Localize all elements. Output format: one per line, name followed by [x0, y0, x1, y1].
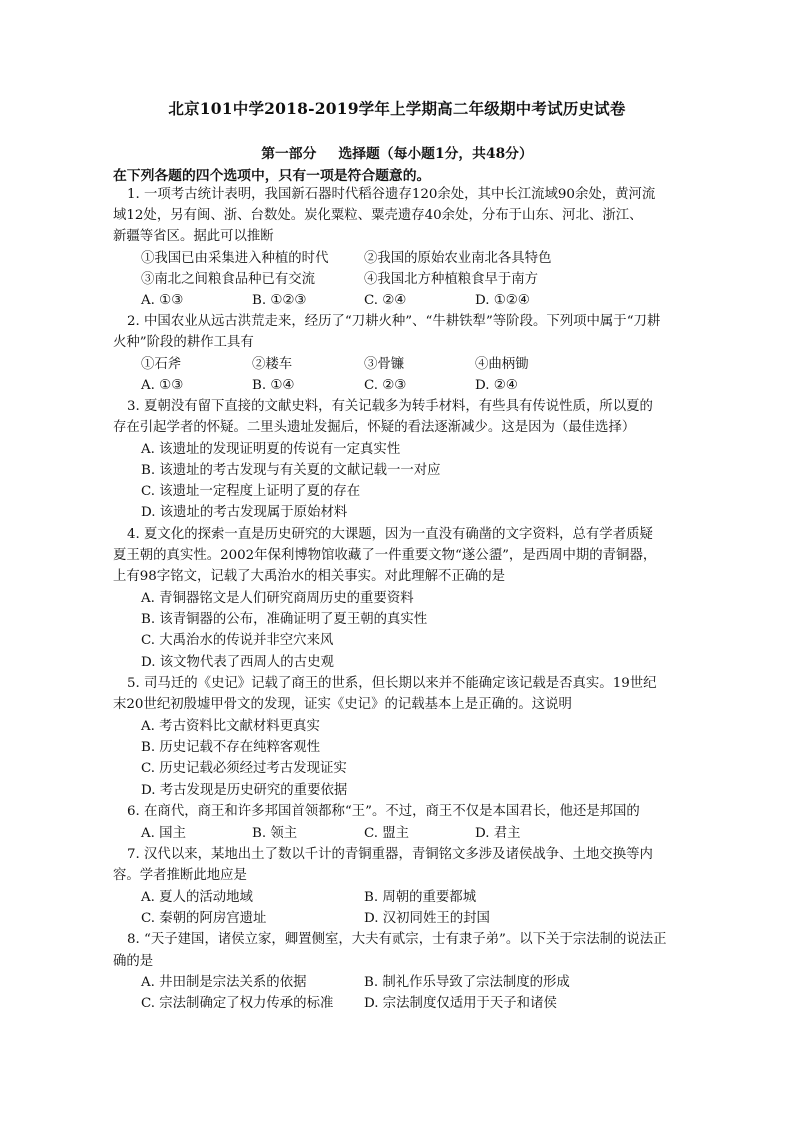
question-4-option-c: C. 大禹治水的传说并非空穴来风 — [141, 633, 334, 648]
question-3-option-c: C. 该遗址一定程度上证明了夏的存在 — [141, 484, 361, 499]
question-6-line-1: 6. 在商代，商王和许多邦国首领都称“王”。不过，商王不仅是本国君长，他还是邦国的 — [127, 804, 640, 819]
question-5-option-a: A. 考古资料比文献材料更真实 — [141, 719, 320, 734]
question-5-line-2: 末20世纪初殷墟甲骨文的发现，证实《史记》的记载基本上是正确的。这说明 — [113, 697, 572, 712]
instruction: 在下列各题的四个选项中，只有一项是符合题意的。 — [113, 168, 431, 184]
question-1-option-d: D. ①②④ — [475, 293, 530, 308]
section-part: 第一部分 — [261, 146, 317, 162]
question-8-option-c: C. 宗法制确定了权力传承的标准 — [141, 996, 334, 1011]
question-4-line-2: 夏王朝的真实性。2002年保利博物馆收藏了一件重要文物“遂公盨”，是西周中期的青铜器， — [113, 548, 657, 563]
question-2-line-2: 火种”阶段的耕作工具有 — [113, 335, 254, 350]
question-2-option-c: C. ②③ — [364, 378, 407, 393]
section-title: 选择题（每小题1分，共48分） — [338, 146, 533, 162]
question-5-option-b: B. 历史记载不存在纯粹客观性 — [141, 740, 321, 755]
question-1-line-2: 域12处，另有闽、浙、台数处。炭化粟粒、粟壳遗存40余处，分布于山东、河北、浙江、 — [113, 208, 643, 223]
question-2-statement-1: ①石斧 — [141, 357, 182, 372]
question-1-line-1: 1. 一项考古统计表明，我国新石器时代稻谷遗存120余处，其中长江流域90余处，黄河流 — [127, 187, 656, 202]
exam-title: 北京101中学2018-2019学年上学期高二年级期中考试历史试卷 — [168, 99, 626, 118]
question-6-option-d: D. 君主 — [475, 826, 521, 841]
question-1-option-c: C. ②④ — [364, 293, 407, 308]
question-3-option-d: D. 该遗址的考古发现属于原始材料 — [141, 505, 348, 520]
question-8-option-a: A. 井田制是宗法关系的依据 — [141, 975, 307, 990]
question-3-option-b: B. 该遗址的考古发现与有关夏的文献记载一一对应 — [141, 463, 441, 478]
question-7-option-d: D. 汉初同姓王的封国 — [364, 911, 490, 926]
question-4-option-a: A. 青铜器铭文是人们研究商周历史的重要资料 — [141, 591, 414, 606]
question-4-line-3: 上有98字铭文，记载了大禹治水的相关事实。对此理解不正确的是 — [113, 569, 505, 584]
question-2-statement-4: ④曲柄锄 — [475, 357, 529, 372]
question-2-option-b: B. ①④ — [252, 378, 295, 393]
question-8-line-2: 确的是 — [113, 954, 154, 969]
question-8-line-1: 8. “天子建国，诸侯立家，卿置侧室，大夫有贰宗，士有隶子弟”。以下关于宗法制的说法正 — [127, 932, 667, 947]
question-5-option-d: D. 考古发现是历史研究的重要依据 — [141, 783, 348, 798]
question-7-option-a: A. 夏人的活动地域 — [141, 890, 253, 905]
question-6-option-c: C. 盟主 — [364, 826, 410, 841]
question-4-option-d: D. 该文物代表了西周人的古史观 — [141, 655, 334, 670]
question-4-line-1: 4. 夏文化的探索一直是历史研究的大课题，因为一直没有确凿的文字资料，总有学者质疑 — [127, 527, 653, 542]
question-1-statement-2: ②我国的原始农业南北各具特色 — [364, 251, 552, 266]
question-3-line-1: 3. 夏朝没有留下直接的文献史料，有关记载多为转手材料，有些具有传说性质，所以夏的 — [127, 399, 653, 414]
question-7-option-c: C. 秦朝的阿房宫遗址 — [141, 911, 267, 926]
question-5-line-1: 5. 司马迁的《史记》记载了商王的世系，但长期以来并不能确定该记载是否真实。19世纪 — [127, 676, 657, 691]
question-4-option-b: B. 该青铜器的公布，准确证明了夏王朝的真实性 — [141, 612, 428, 627]
question-1-line-3: 新疆等省区。据此可以推断 — [113, 229, 274, 244]
question-8-option-b: B. 制礼作乐导致了宗法制度的形成 — [364, 975, 570, 990]
question-1-statement-1: ①我国已由采集进入种植的时代 — [141, 251, 329, 266]
question-2-statement-3: ③骨镰 — [364, 357, 405, 372]
question-2-line-1: 2. 中国农业从远古洪荒走来，经历了“刀耕火种”、“牛耕铁犁”等阶段。下列项中属于“刀耕 — [127, 314, 661, 329]
question-1-option-a: A. ①③ — [141, 293, 184, 308]
question-3-line-2: 存在引起学者的怀疑。二里头遗址发掘后，怀疑的看法逐渐减少。这是因为（最佳选择） — [113, 420, 636, 435]
question-2-option-d: D. ②④ — [475, 378, 518, 393]
question-6-option-b: B. 领主 — [252, 826, 298, 841]
question-7-option-b: B. 周朝的重要都城 — [364, 890, 477, 905]
question-8-option-d: D. 宗法制度仅适用于天子和诸侯 — [364, 996, 557, 1011]
question-1-option-b: B. ①②③ — [252, 293, 307, 308]
question-2-statement-2: ②耧车 — [252, 357, 293, 372]
question-3-option-a: A. 该遗址的发现证明夏的传说有一定真实性 — [141, 442, 401, 457]
question-6-option-a: A. 国主 — [141, 826, 186, 841]
question-7-line-1: 7. 汉代以来，某地出土了数以千计的青铜重器，青铜铭文多涉及诸侯战争、土地交换等内 — [127, 847, 653, 862]
question-1-statement-3: ③南北之间粮食品种已有交流 — [141, 272, 316, 287]
question-5-option-c: C. 历史记载必须经过考古发现证实 — [141, 761, 347, 776]
question-1-statement-4: ④我国北方种植粮食早于南方 — [364, 272, 539, 287]
question-2-option-a: A. ①③ — [141, 378, 184, 393]
section-heading — [0, 142, 794, 162]
question-7-line-2: 容。学者推断此地应是 — [113, 868, 247, 883]
